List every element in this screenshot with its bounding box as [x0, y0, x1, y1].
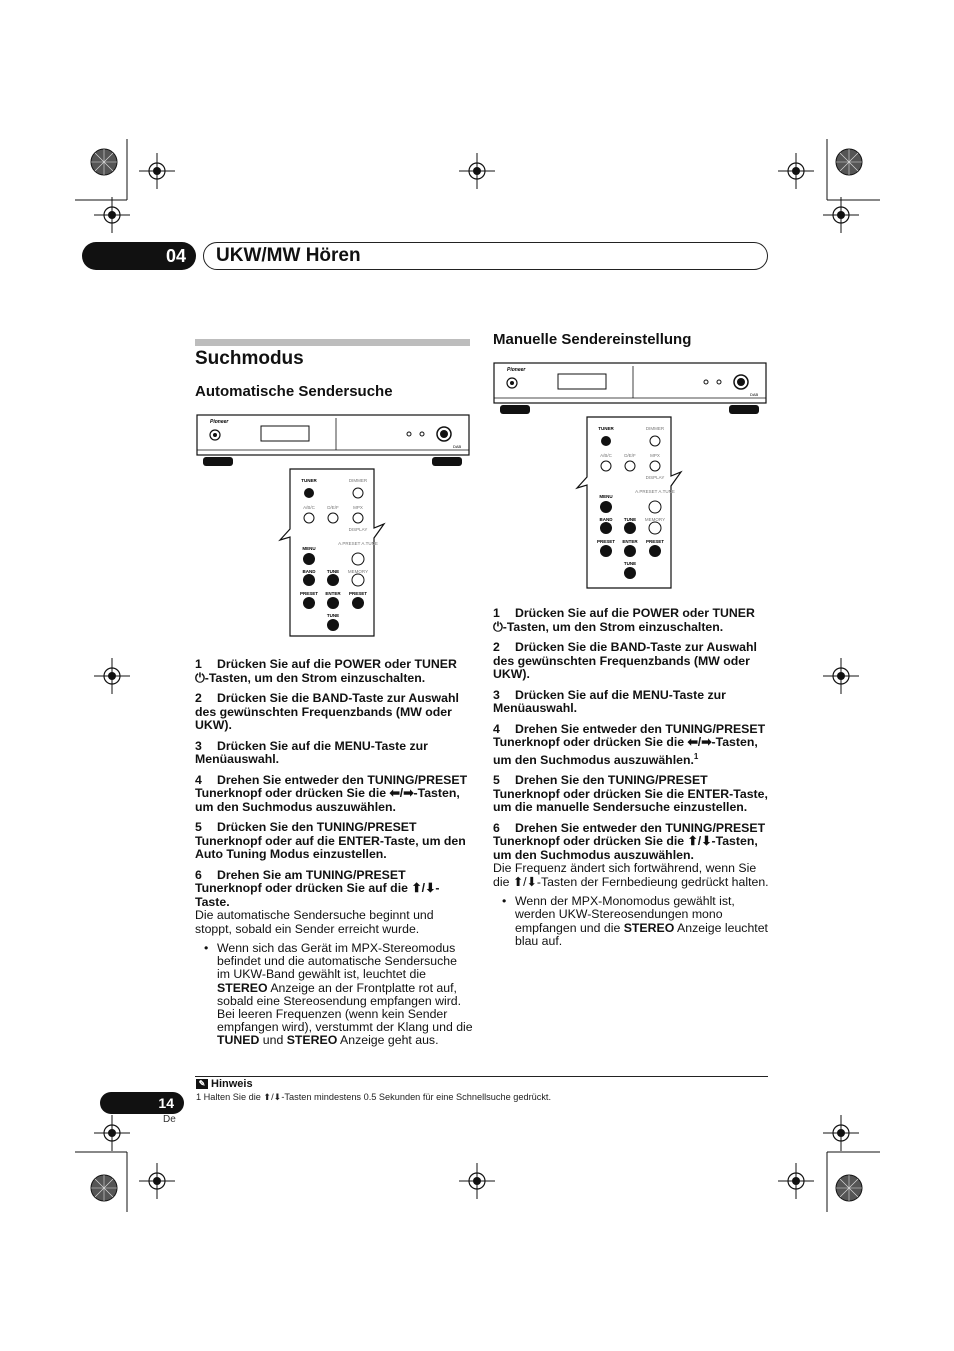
subsection-title-auto: Automatische Sendersuche — [195, 383, 393, 400]
right-step-2: 2 Drücken Sie die BAND-Taste zur Auswahl des gewünschten Frequenzbands (MW oder UKW). — [493, 640, 757, 681]
left-step-2: 2 Drücken Sie die BAND-Taste zur Auswahl des gewünschten Frequenzbands (MW oder UKW). — [195, 691, 459, 732]
svg-text:A/B/C: A/B/C — [303, 505, 315, 510]
svg-text:BAND: BAND — [599, 517, 613, 522]
chapter-number: 04 — [82, 242, 196, 270]
left-column-body — [195, 658, 473, 1048]
svg-text:TUNE: TUNE — [326, 613, 340, 618]
svg-text:MPX: MPX — [353, 505, 363, 510]
left-step-6: 6 Drehen Sie am TUNING/PRESET Tunerknopf oder drücken Sie auf die ⬆/⬇-Taste. — [195, 867, 440, 909]
left-after-text: Die automatische Sendersuche beginnt und stoppt, sobald ein Sender erreicht wurde. — [195, 908, 434, 936]
svg-text:TUNER: TUNER — [301, 478, 317, 483]
right-step-6: 6 Drehen Sie entweder den TUNING/PRESET Tunerknopf oder drücken Sie die ⬆/⬇-Tasten, um den Suchmodus auszuwählen. — [493, 820, 766, 862]
right-step-4: 4 Drehen Sie entweder den TUNING/PRESET Tunerknopf oder drücken Sie die ⬅/➡-Tasten, um den Suchmodus auszuwählen.$^1$ — [493, 721, 766, 767]
front-display — [261, 426, 309, 441]
svg-text:PRESET: PRESET — [596, 539, 616, 544]
right-step-5: 5 Drehen Sie den TUNING/PRESET Tunerknopf oder drücken Sie die ENTER-Taste, um die manuelle Sendersuche einzustellen. — [493, 773, 768, 815]
right-step-3: 3 Drücken Sie auf die MENU-Taste zur Menüauswahl. — [493, 687, 726, 715]
section-title: Suchmodus — [195, 348, 304, 369]
left-step-5: 5 Drücken Sie den TUNING/PRESET Tunerknopf oder auf die ENTER-Taste, um den Auto Tuning Modus einzustellen. — [195, 820, 466, 861]
page-number: 14 — [100, 1092, 184, 1114]
svg-text:PRESET: PRESET — [645, 539, 665, 544]
left-step-1: 1 Drücken Sie auf die POWER oder TUNER ⏻-Tasten, um den Strom einzuschalten. — [195, 657, 457, 685]
svg-text:MENU: MENU — [302, 546, 316, 551]
right-step-1: 1 Drücken Sie auf die POWER oder TUNER ⏻-Tasten, um den Strom einzuschalten. — [493, 606, 755, 634]
note-heading: ✎ Hinweis — [196, 1078, 253, 1090]
svg-text:DIMMER: DIMMER — [348, 478, 368, 483]
svg-text:PRESET: PRESET — [299, 591, 319, 596]
device-illustration-right — [493, 360, 769, 592]
svg-text:ENTER: ENTER — [325, 591, 341, 596]
svg-text:DAB: DAB — [750, 392, 759, 397]
svg-text:MENU: MENU — [599, 494, 613, 499]
svg-text:TUNE: TUNE — [623, 561, 637, 566]
svg-text:BAND: BAND — [302, 569, 316, 574]
svg-text:TUNE: TUNE — [623, 517, 637, 522]
device-illustration-left — [196, 412, 472, 642]
svg-text:MEMORY: MEMORY — [347, 569, 369, 574]
right-after-text: Die Frequenz ändert sich fortwährend, wenn Sie die ⬆/⬇-Tasten der Fernbedieung gedrückt halten. — [493, 861, 769, 889]
svg-text:DAB: DAB — [453, 444, 462, 449]
svg-text:MEMORY: MEMORY — [644, 517, 666, 522]
chapter-title: UKW/MW Hören — [203, 242, 768, 270]
svg-text:A.PRESET A.TUNE: A.PRESET A.TUNE — [338, 541, 378, 546]
svg-text:TUNE: TUNE — [326, 569, 340, 574]
note-divider — [195, 1076, 768, 1077]
svg-text:ENTER: ENTER — [622, 539, 638, 544]
subsection-title-manual: Manuelle Sendereinstellung — [493, 331, 692, 348]
svg-text:A.PRESET A.TUNE: A.PRESET A.TUNE — [635, 489, 675, 494]
svg-text:Pioneer: Pioneer — [507, 367, 526, 373]
svg-text:DISPLAY: DISPLAY — [645, 475, 665, 480]
left-step-3: 3 Drücken Sie auf die MENU-Taste zur Menüauswahl. — [195, 738, 428, 766]
right-column-body — [493, 607, 771, 948]
svg-text:MPX: MPX — [650, 453, 660, 458]
svg-text:A/B/C: A/B/C — [600, 453, 612, 458]
svg-text:D/E/F: D/E/F — [624, 453, 636, 458]
right-bullet-note: • Wenn der MPX-Monomodus gewählt ist, werden UKW-Stereosendungen mono empfangen und die STEREO Anzeige leuchtet blau auf. — [493, 895, 771, 948]
svg-text:PRESET: PRESET — [348, 591, 368, 596]
remote-control — [280, 469, 384, 636]
section-rule — [195, 339, 470, 346]
svg-text:TUNER: TUNER — [598, 426, 614, 431]
language-code: De — [163, 1114, 176, 1125]
svg-text:D/E/F: D/E/F — [327, 505, 339, 510]
note-pencil-icon: ✎ — [196, 1079, 208, 1089]
left-bullet-note: • Wenn sich das Gerät im MPX-Stereomodus befindet und die automatische Sendersuche im UKW-Band gewählt ist, leuchtet die STEREO Anzeige an der Frontplatte rot auf, sobald eine Stereosendung empfangen wird. Bei leeren Frequenzen (wenn kein Sender empfangen wird), verstummt der Klang und die TUNED und STEREO Anzeige geht aus. — [195, 942, 473, 1048]
left-step-4: 4 Drehen Sie entweder den TUNING/PRESET Tunerknopf oder drücken Sie die ⬅/➡-Tasten, um den Suchmodus auszuwählen. — [195, 772, 468, 814]
brand-logo: Pioneer — [210, 419, 229, 425]
note-text: 1 Halten Sie die ⬆/⬇-Tasten mindestens 0.5 Sekunden für eine Schnellsuche gedrückt. — [196, 1092, 552, 1102]
svg-text:DISPLAY: DISPLAY — [348, 527, 368, 532]
svg-text:DIMMER: DIMMER — [645, 426, 665, 431]
